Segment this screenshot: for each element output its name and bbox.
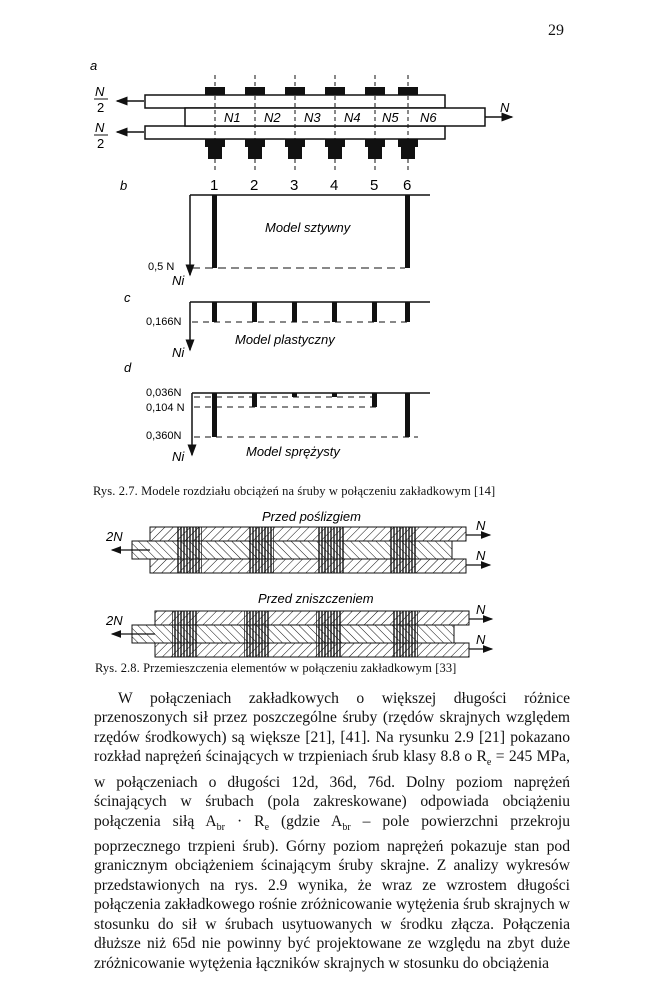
- plastic-bar-2: [252, 302, 257, 322]
- bolt-number-3: 3: [290, 177, 299, 194]
- figure-2-7: [0, 0, 663, 480]
- elastic-bar-2: [252, 393, 257, 407]
- panel-b-label: b: [120, 178, 128, 193]
- before-failure-label: Przed zniszczeniem: [258, 591, 374, 606]
- elastic-bar-4: [332, 393, 337, 397]
- joint-before-slip: [112, 527, 490, 573]
- figure-2-7-caption: Rys. 2.7. Modele rozdziału obciążeń na śruby w połączeniu zakładkowym [14]: [93, 484, 496, 498]
- plastic-bar-6: [405, 302, 410, 322]
- joint1-n-top-label: N: [476, 518, 486, 533]
- force-n-half-bottom: N: [95, 120, 105, 135]
- bolt-number-4: 4: [330, 177, 339, 194]
- rigid-bar-1: [212, 195, 217, 268]
- elastic-value-1: 0,036N: [146, 387, 182, 399]
- force-n6: N6: [420, 110, 437, 125]
- force-n3: N3: [304, 110, 321, 125]
- panel-a-label: a: [90, 58, 98, 73]
- elastic-bar-3: [292, 393, 297, 397]
- plastic-bar-1: [212, 302, 217, 322]
- elastic-value-2: 0,104 N: [146, 402, 185, 414]
- figure-2-8-caption: Rys. 2.8. Przemieszczenia elementów w połączeniu zakładkowym [33]: [95, 661, 457, 675]
- figure-2-8: [0, 505, 663, 675]
- force-n-half-top: N: [95, 84, 105, 99]
- bolt-number-6: 6: [403, 177, 412, 194]
- elastic-bar-5: [372, 393, 377, 407]
- before-slip-label: Przed poślizgiem: [262, 509, 361, 524]
- plastic-bar-5: [372, 302, 377, 322]
- joint2-n-bottom-label: N: [476, 632, 486, 647]
- joint-before-failure: [112, 611, 492, 657]
- panel-c-label: c: [124, 290, 131, 305]
- force-n5: N5: [382, 110, 399, 125]
- joint1-n-bottom-label: N: [476, 548, 486, 563]
- elastic-bar-6: [405, 393, 410, 437]
- force-n-right: N: [500, 100, 510, 115]
- rigid-model-label: Model sztywny: [265, 220, 351, 235]
- joint2-n-top-label: N: [476, 602, 486, 617]
- plastic-model-label: Model plastyczny: [235, 332, 335, 347]
- force-half-denominator-top: 2: [97, 100, 105, 115]
- rigid-bar-6: [405, 195, 410, 268]
- force-n2: N2: [264, 110, 281, 125]
- force-n4: N4: [344, 110, 361, 125]
- panel-d-label: d: [124, 360, 132, 375]
- force-half-denominator-bottom: 2: [97, 136, 105, 151]
- bolt-number-5: 5: [370, 177, 379, 194]
- page-number: 29: [548, 22, 564, 39]
- joint1-2n-label: 2N: [106, 529, 123, 544]
- elastic-model-label: Model sprężysty: [246, 444, 340, 459]
- body-paragraph: W połączeniach zakładkowych o większej długości różnice przenoszonych sił przez poszczególne śruby (rzędów skrajnych względem rzędów środkowych) są większe [21], [41]. Na rysunku 2.9 [21] pokazano rozkład naprężeń ścinających w trzpieniach śrub klasy 8.8 o $R_e = 245$ MPa, w połączeniach o długości 12d, 36d, 76d. Dolny poziom naprężeń ścinających w śrubach (pola zakreskowane) odpowiada obciążeniu połączenia siłą $A_{br} \cdot R_e$ (gdzie $A_{br}$ – pole powierzchni przekroju poprzecznego trzpieni śrub). Górny poziom naprężeń pokazuje stan pod granicznym obciążeniem ścinającym śruby skrajne. Z analizy wykresów przedstawionych na rys. 2.9 wynika, że wraz ze wzrostem długości połączenia zakładkowego rośnie zróżnicowanie wytężenia śrub skrajnych w stosunku do sił w śrubach usytuowanych w środku złącza. Połączenia dłuższe niż 65d nie powinny być projektowane ze względu na zbyt duże zróżnicowanie wytężenia łączników skrajnych w stosunku do obciążenia: [94, 690, 571, 972]
- rigid-value-label: 0,5 N: [148, 261, 175, 273]
- rigid-ni-label: Ni: [172, 273, 185, 288]
- plastic-bar-4: [332, 302, 337, 322]
- plastic-ni-label: Ni: [172, 345, 185, 360]
- force-n1: N1: [224, 110, 241, 125]
- bolt-number-1: 1: [210, 177, 219, 194]
- joint2-2n-label: 2N: [106, 613, 123, 628]
- plastic-bar-3: [292, 302, 297, 322]
- bolt-number-2: 2: [250, 177, 259, 194]
- elastic-ni-label: Ni: [172, 449, 185, 464]
- elastic-value-3: 0,360N: [146, 430, 182, 442]
- plastic-value-label: 0,166N: [146, 316, 182, 328]
- elastic-bar-1: [212, 393, 217, 437]
